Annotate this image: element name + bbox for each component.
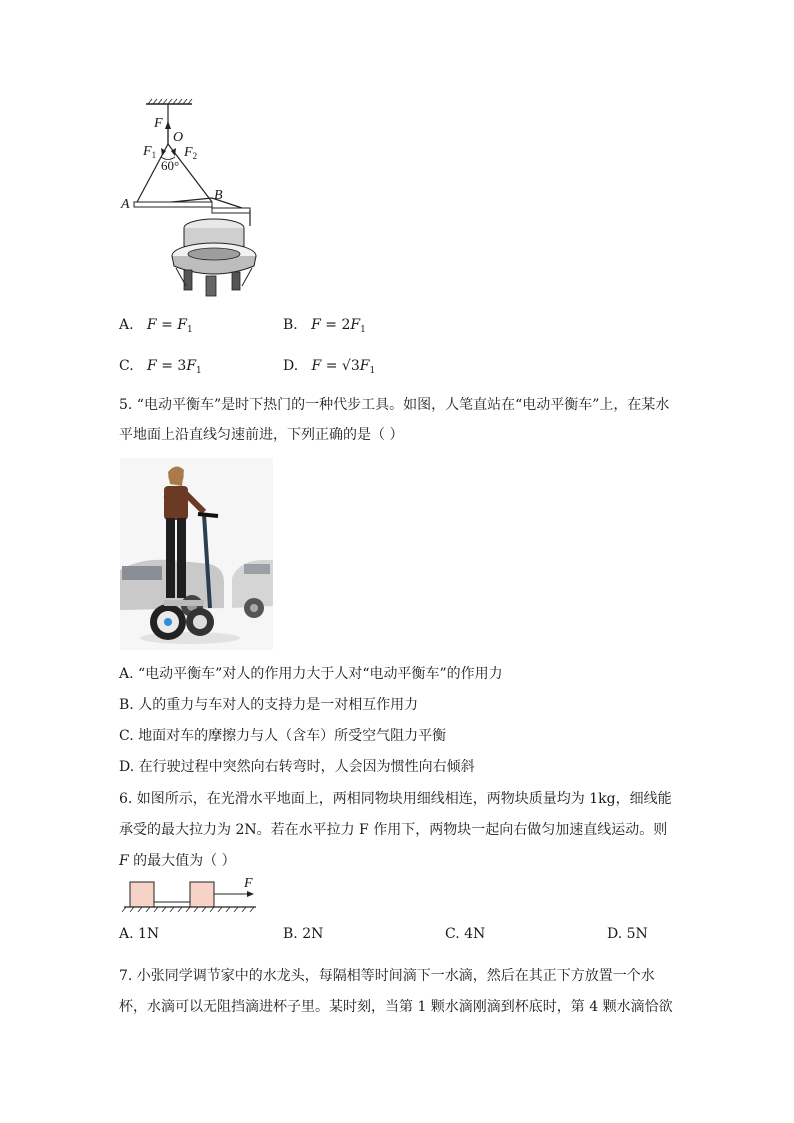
q4-option-b[interactable]: B. $F = 2F_1$ — [283, 317, 366, 335]
label-O: O — [173, 130, 184, 145]
q4-option-a[interactable]: A. $F = F_1$ — [119, 317, 193, 335]
q5-photo-balance-scooter — [120, 458, 273, 650]
label-B: B — [214, 188, 223, 203]
q6-stem-line-1: 6. 如图所示，在光滑水平地面上，两相同物块用细线相连，两物块质量均为 1kg，细线能 — [119, 791, 672, 807]
q6-option-b[interactable]: B. 2N — [283, 926, 324, 942]
block-left — [130, 882, 154, 907]
q7-stem-line-2: 杯，水滴可以无阻挡滴进杯子里。某时刻，当第 1 颗水滴刚滴到杯底时，第 4 颗水滴恰欲 — [119, 999, 673, 1015]
two-blocks-diagram — [120, 876, 260, 914]
label-A: A — [121, 197, 130, 212]
q4-option-d[interactable]: D. $F = √3F_1$ — [283, 358, 376, 376]
label-F2: $F_2$ — [184, 145, 198, 161]
q6-figure — [120, 876, 260, 914]
label-force-F: F — [244, 876, 253, 891]
balance-scooter-photo — [120, 458, 273, 650]
label-F1: $F_1$ — [143, 144, 157, 160]
q5-option-d[interactable]: D. 在行驶过程中突然向右转弯时，人会因为惯性向右倾斜 — [119, 759, 475, 775]
q6-option-d[interactable]: D. 5N — [607, 926, 648, 942]
q7-stem-line-1: 7. 小张同学调节家中的水龙头，每隔相等时间滴下一水滴，然后在其正下方放置一个水 — [119, 968, 655, 984]
q6-option-c[interactable]: C. 4N — [445, 926, 486, 942]
q5-option-b[interactable]: B. 人的重力与车对人的支持力是一对相互作用力 — [119, 697, 419, 713]
q4-option-c[interactable]: C. $F = 3F_1$ — [119, 358, 202, 376]
q4-figure — [112, 96, 272, 302]
q5-stem-line-2: 平地面上沿直线匀速前进，下列正确的是（ ） — [119, 427, 404, 443]
q6-option-a[interactable]: A. 1N — [119, 926, 160, 942]
q6-stem-line-2: 承受的最大拉力为 2N。若在水平拉力 F 作用下，两物块一起向右做匀加速直线运动。则 — [119, 822, 668, 838]
label-angle: 60° — [161, 158, 180, 173]
q6-stem-line-3: F 的最大值为（ ） — [119, 853, 236, 869]
q5-stem-line-1: 5. “电动平衡车”是时下热门的一种代步工具。如图，人笔直站在“电动平衡车”上，在某水 — [119, 397, 670, 413]
q5-option-a[interactable]: A. “电动平衡车”对人的作用力大于人对“电动平衡车”的作用力 — [119, 666, 503, 682]
label-F: F — [154, 116, 163, 131]
block-right — [190, 882, 214, 907]
q5-option-c[interactable]: C. 地面对车的摩擦力与人（含车）所受空气阻力平衡 — [119, 728, 447, 744]
millstone-force-diagram — [112, 96, 272, 302]
